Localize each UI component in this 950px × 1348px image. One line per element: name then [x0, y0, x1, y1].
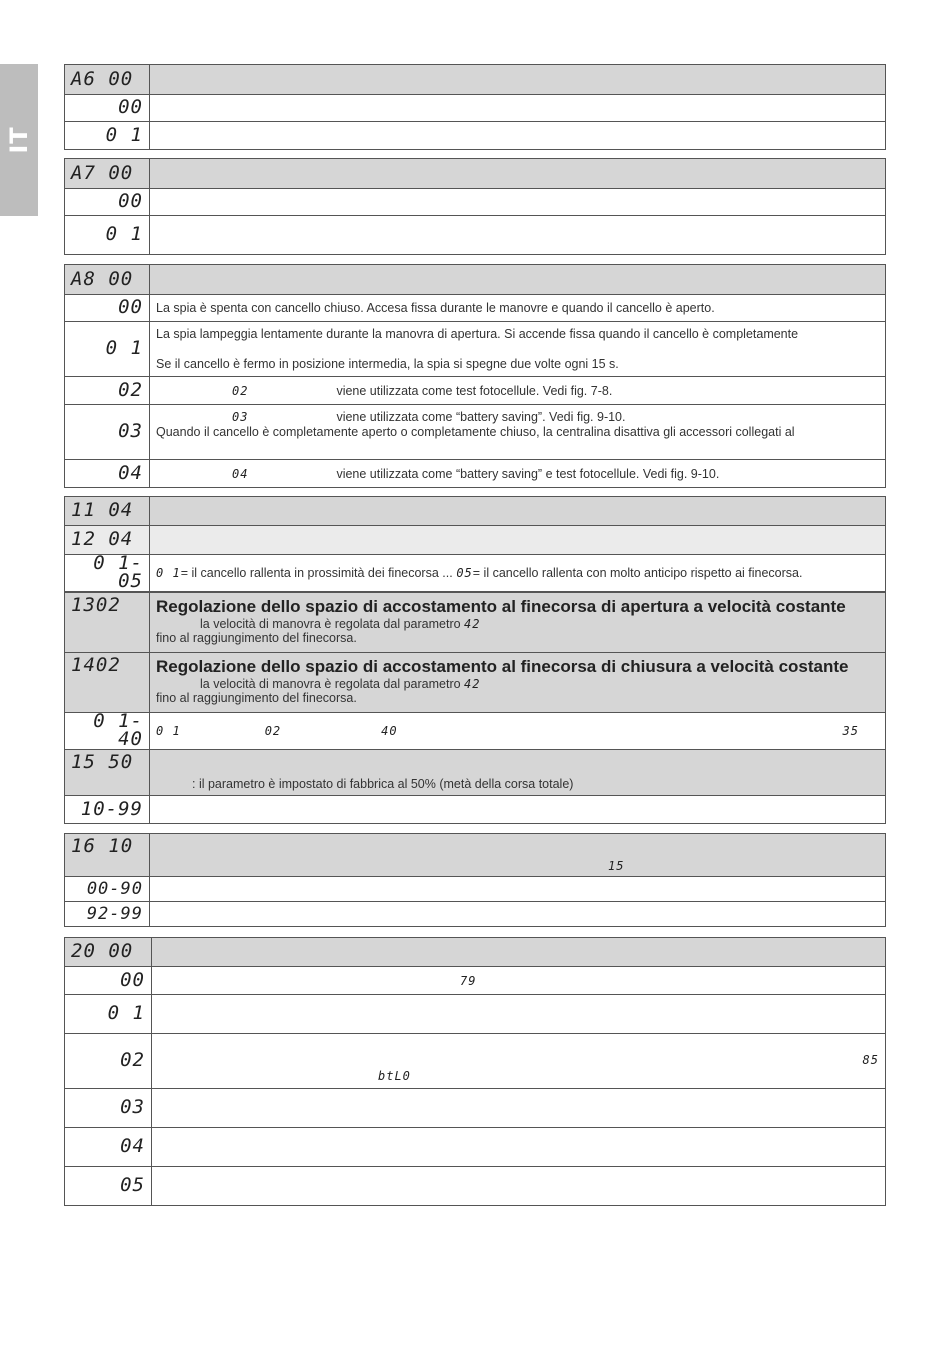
param-code: A8 00	[71, 267, 134, 290]
param-value: 04	[120, 1135, 145, 1157]
param-desc-line: Quando il cancello è completamente aperto o completamente chiuso, la centralina disattiva gli accessori collegati al	[156, 425, 795, 439]
param-value: 00	[118, 96, 143, 118]
table-row	[65, 95, 886, 122]
param-range: 00-90	[86, 878, 143, 899]
param-value: 02	[118, 378, 143, 401]
table-row	[65, 1034, 886, 1089]
param-desc-cell	[150, 405, 886, 460]
param-value: 0 1	[107, 1002, 145, 1024]
param-table-a7	[64, 158, 886, 255]
param-code-cell	[65, 159, 150, 189]
param-title-cell	[150, 159, 886, 189]
param-code-cell	[65, 497, 150, 526]
param-value-cell	[65, 460, 150, 488]
param-title-cell	[150, 526, 886, 555]
param-title-cell	[150, 265, 886, 295]
param-title-cell: Regolazione dello spazio di accostamento al finecorsa di chiusura a velocità costante la velocità di manovra è regolata dal parametro 42 fino al raggiungimento del finecorsa.	[150, 653, 886, 713]
param-desc: viene utilizzata come “battery saving” e test fotocellule. Vedi fig. 9-10.	[336, 466, 720, 481]
param-code-cell	[65, 938, 152, 967]
param-value: 0 1	[105, 337, 143, 359]
table-row	[65, 405, 886, 460]
param-header-row	[65, 65, 886, 95]
param-desc-line: La spia lampeggia lentamente durante la manovra di apertura. Si accende fissa quando il cancello è completamente	[156, 327, 799, 341]
param-desc-cell	[150, 877, 886, 902]
table-row	[65, 295, 886, 322]
param-table-a6	[64, 64, 886, 150]
table-row	[65, 189, 886, 216]
param-value-cell	[65, 1089, 152, 1128]
param-value-cell	[65, 713, 150, 750]
param-desc-cell	[150, 902, 886, 927]
param-table-11-12	[64, 496, 886, 592]
param-table-20	[64, 937, 886, 1206]
param-table-16	[64, 833, 886, 927]
param-code-cell	[65, 834, 150, 877]
param-value-cell	[65, 295, 150, 322]
param-desc-line: Se il cancello è fermo in posizione intermedia, la spia si spegne due volte ogni 15 s.	[156, 357, 619, 371]
language-tab-label: IT	[5, 126, 33, 154]
table-row	[65, 1089, 886, 1128]
param-desc-cell: 85 btL0	[152, 1034, 886, 1089]
table-row	[65, 1128, 886, 1167]
param-title: Regolazione dello spazio di accostamento al finecorsa di chiusura a velocità costante	[156, 657, 849, 676]
param-value-cell	[65, 1128, 152, 1167]
param-value: 03	[120, 1096, 145, 1118]
param-value: 02	[120, 1049, 145, 1071]
param-value-cell	[65, 122, 150, 150]
param-code: A7 00	[71, 161, 134, 184]
param-value-cell	[65, 189, 150, 216]
param-value-cell	[65, 95, 150, 122]
param-code-cell	[65, 750, 150, 796]
param-code-cell	[65, 265, 150, 295]
param-desc-cell	[152, 1128, 886, 1167]
table-row	[65, 995, 886, 1034]
param-value-cell	[65, 322, 150, 377]
param-header-row	[65, 938, 886, 967]
param-desc-cell	[152, 995, 886, 1034]
param-title: Regolazione dello spazio di accostamento al finecorsa di apertura a velocità costante	[156, 597, 846, 616]
param-header-row	[65, 159, 886, 189]
param-value: 03	[118, 420, 143, 442]
param-title-cell	[150, 497, 886, 526]
param-table-13-14	[64, 592, 886, 750]
param-desc-cell: 0 1 02 40 35	[150, 713, 886, 750]
table-row	[65, 713, 886, 750]
param-range: 92-99	[86, 903, 143, 924]
table-row	[65, 555, 886, 592]
param-code: 15 50	[71, 751, 134, 773]
param-desc-cell	[152, 1089, 886, 1128]
param-value: 04	[118, 461, 143, 484]
param-range: 10-99	[80, 797, 143, 820]
param-value: 00	[118, 296, 143, 318]
param-code-cell	[65, 526, 150, 555]
param-code-cell	[65, 593, 150, 653]
param-title-cell	[150, 750, 886, 796]
language-tab	[0, 64, 38, 216]
param-desc-cell	[150, 122, 886, 150]
param-value-cell	[65, 995, 152, 1034]
param-desc-cell: 79	[152, 967, 886, 995]
table-row	[65, 1167, 886, 1206]
param-value: 00	[120, 968, 145, 991]
param-code: 20 00	[71, 940, 134, 962]
table-row	[65, 122, 886, 150]
param-code: 1302	[71, 594, 121, 616]
inline-param-code: 03	[232, 410, 249, 424]
param-desc-cell	[150, 189, 886, 216]
param-note: : il parametro è impostato di fabbrica al 50% (metà della corsa totale)	[192, 777, 574, 791]
param-desc: viene utilizzata come “battery saving”. Vedi fig. 9-10.	[336, 410, 626, 424]
param-desc-cell	[152, 1167, 886, 1206]
param-code-cell	[65, 65, 150, 95]
param-code: A6 00	[71, 67, 134, 90]
param-code-cell	[65, 653, 150, 713]
param-table-15	[64, 749, 886, 824]
param-desc-cell	[150, 322, 886, 377]
param-code: 11 04	[71, 499, 134, 521]
param-value-cell	[65, 555, 150, 592]
table-row	[65, 322, 886, 377]
table-row	[65, 460, 886, 488]
param-desc-cell	[150, 295, 886, 322]
param-header-row	[65, 497, 886, 526]
param-value-cell	[65, 377, 150, 405]
table-row	[65, 967, 886, 995]
param-value-cell	[65, 796, 150, 824]
param-title-cell	[150, 65, 886, 95]
param-header-row	[65, 750, 886, 796]
param-desc: La spia è spenta con cancello chiuso. Accesa fissa durante le manovre e quando il cancello è aperto.	[156, 301, 715, 315]
param-value: 05	[120, 1174, 145, 1196]
param-code: 12 04	[71, 528, 134, 550]
param-value-cell	[65, 405, 150, 460]
param-value: 0 1	[105, 123, 143, 146]
param-desc-cell: 0 1= il cancello rallenta in prossimità dei finecorsa ... 05= il cancello rallenta con molto anticipo rispetto ai finecorsa.	[150, 555, 886, 592]
param-title-cell: 15	[150, 834, 886, 877]
param-value-cell	[65, 216, 150, 255]
table-row	[65, 902, 886, 927]
param-value: 0 1	[105, 223, 143, 245]
table-row	[65, 216, 886, 255]
param-header-row	[65, 834, 886, 877]
param-code: 1402	[71, 654, 121, 676]
table-row	[65, 377, 886, 405]
inline-param-code: 04	[232, 466, 249, 481]
param-title-cell	[152, 938, 886, 967]
param-range: 0 1-05	[93, 554, 143, 592]
param-desc-cell	[150, 796, 886, 824]
param-value-cell	[65, 1034, 152, 1089]
param-value: 00	[118, 190, 143, 212]
param-table-a8	[64, 264, 886, 488]
param-range: 0 1-40	[93, 712, 143, 750]
table-row	[65, 796, 886, 824]
param-value-cell	[65, 967, 152, 995]
param-value-cell	[65, 877, 150, 902]
table-row	[65, 877, 886, 902]
param-desc-cell	[150, 460, 886, 488]
param-title-cell: Regolazione dello spazio di accostamento al finecorsa di apertura a velocità costante la velocità di manovra è regolata dal parametro 42 fino al raggiungimento del finecorsa.	[150, 593, 886, 653]
param-desc: viene utilizzata come test fotocellule. Vedi fig. 7-8.	[336, 383, 613, 398]
param-value-cell	[65, 1167, 152, 1206]
param-desc-cell	[150, 377, 886, 405]
inline-param-code: 02	[232, 383, 249, 398]
param-desc-cell	[150, 95, 886, 122]
param-header-row	[65, 593, 886, 653]
param-header-row	[65, 265, 886, 295]
param-value-cell	[65, 902, 150, 927]
param-code: 16 10	[71, 835, 134, 857]
param-header-row	[65, 526, 886, 555]
param-header-row	[65, 653, 886, 713]
param-desc-cell	[150, 216, 886, 255]
